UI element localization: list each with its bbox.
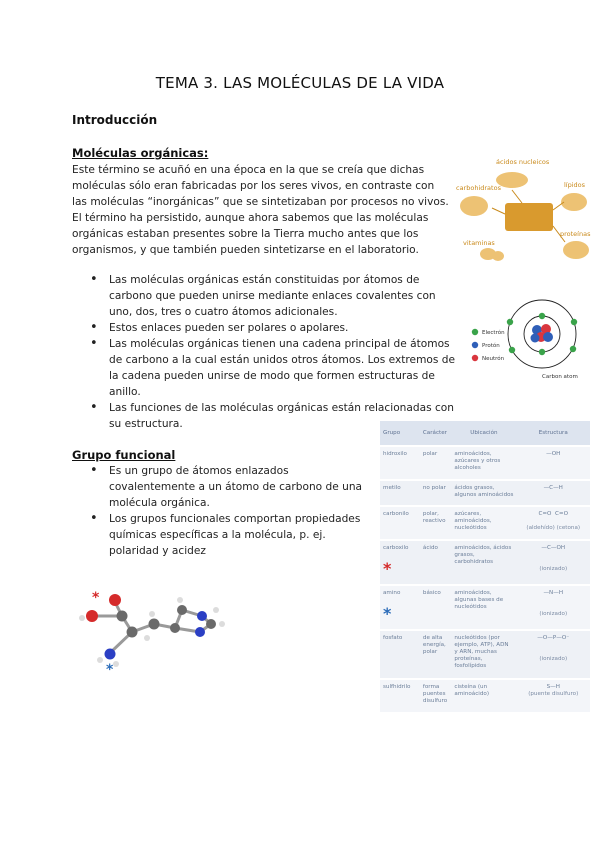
biomolecules-figure	[452, 150, 592, 265]
marker-red-star: *	[383, 559, 392, 579]
functional-group-heading: Grupo funcional	[72, 448, 176, 462]
legend-electron: Electrón	[482, 330, 505, 336]
page-title: TEMA 3. LAS MOLÉCULAS DE LA VIDA	[155, 74, 445, 92]
label-lipids: lípidos	[564, 181, 586, 189]
carbon-atom-figure	[470, 290, 598, 385]
label-proteins: proteínas	[560, 230, 591, 238]
col-structure: Estructura	[516, 421, 590, 446]
col-group: Grupo	[380, 421, 420, 446]
marker-red-star: *	[92, 590, 100, 606]
nucleus	[531, 324, 554, 343]
table-row: sulfhidrilo forma puentes disulfuro cisteína (un aminoácido) S—H (puente disulfuro)	[380, 679, 590, 712]
label-vitamins: vitaminas	[463, 239, 495, 247]
legend-neutron: Neutrón	[482, 356, 505, 362]
atom-caption: Carbon atom	[542, 374, 578, 380]
marker-blue-star: *	[383, 603, 392, 623]
functional-groups-table	[380, 421, 590, 712]
marker-blue-star: *	[106, 662, 114, 675]
table-row: carbonilo polar, reactivo azúcares, aminoácidos, nucleótidos C=O C=O (aldehído) (cetona)	[380, 506, 590, 540]
organic-paragraph: Este término se acuñó en una época en la que se creía que dichas moléculas sólo eran fabricadas por los seres vivos, en contraste con las moléculas “inorgánicas” que se sintetizaban por procesos no vivos. El término ha persistido, aunque ahora sabemos que las moléculas orgánicas estaban presentes sobre la Tierra mucho antes que los organismos, y que también pueden sintetizarse en el laboratorio.	[72, 164, 449, 256]
col-location: Ubicación	[451, 421, 516, 446]
list-item: • Las moléculas orgánicas tienen una cadena principal de átomos de carbono a la cual están unidos otros átomos. Los extremos de la cadena pueden unirse de modo que formen estructuras de anillo.	[90, 336, 460, 400]
table-row: fosfato de alta energía, polar nucleótidos (por ejemplo, ATP), ADN y ARN, muchas proteínas, fosfolípidos —O—P—O⁻ (ionizado)	[380, 630, 590, 679]
molecule-3d-figure	[70, 580, 240, 675]
intro-heading: Introducción	[72, 113, 158, 127]
table-row: amino * básico aminoácidos, algunas bases de nucleótidos —N—H (ionizado)	[380, 585, 590, 630]
col-character: Carácter	[420, 421, 452, 446]
list-item: • Es un grupo de átomos enlazados covalentemente a un átomo de carbono de una molécula orgánica.	[90, 463, 370, 511]
biomolecules-center-block	[505, 203, 553, 231]
functional-group-bullet-list	[90, 463, 370, 559]
organic-molecules-heading: Moléculas orgánicas:	[72, 146, 209, 160]
atoms	[79, 594, 225, 667]
label-carbohydrates: carbohidratos	[456, 184, 501, 192]
list-item: • Estos enlaces pueden ser polares o apolares.	[90, 320, 460, 336]
table-row: metilo no polar ácidos grasos, algunos aminoácidos —C—H	[380, 480, 590, 506]
list-item: • Los grupos funcionales comportan propiedades químicas específicas a la molécula, p. ej. polaridad y acidez	[90, 511, 370, 559]
organic-bullet-list	[90, 272, 460, 432]
table-row: hidroxilo polar aminoácidos, azúcares y otros alcoholes —OH	[380, 446, 590, 480]
legend-proton: Protón	[482, 343, 500, 349]
table-header-row	[380, 421, 590, 446]
label-nucleic-acids: ácidos nucleicos	[496, 158, 550, 166]
table-row: carboxilo * ácido aminoácidos, ácidos grasos, carbohidratos —C—OH (ionizado)	[380, 540, 590, 585]
list-item: • Las moléculas orgánicas están constituidas por átomos de carbono que pueden unirse mediante enlaces covalentes con uno, dos, tres o cuatro átomos adicionales.	[90, 272, 460, 320]
list-item: • Las funciones de las moléculas orgánicas están relacionadas con su estructura.	[90, 400, 460, 432]
